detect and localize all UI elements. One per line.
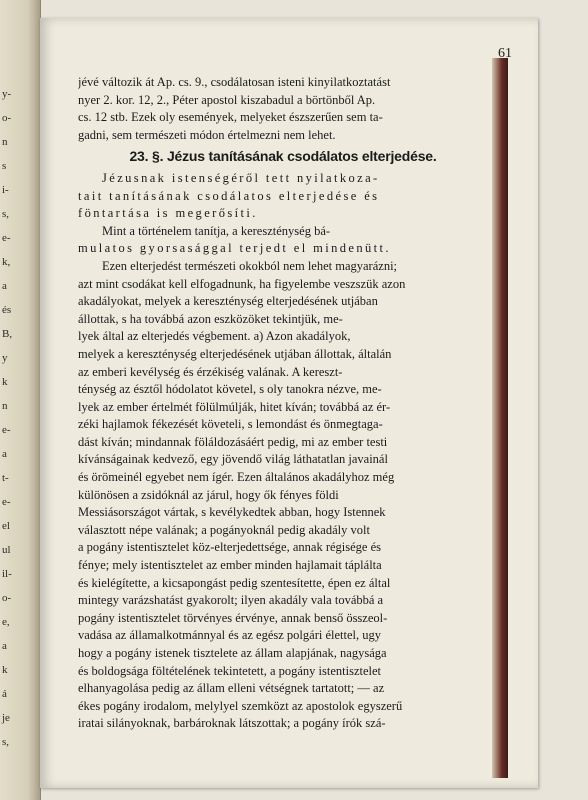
left-margin-fragment: il-	[2, 568, 12, 580]
left-margin-fragment: e-	[2, 232, 11, 244]
left-margin-fragment: a	[2, 280, 7, 292]
text-line: az emberi kevélység és érzékiség valának. A kereszt-	[78, 364, 343, 379]
text-line: és kielégítette, a kicsapongást pedig szentesítette, épen ez által	[78, 575, 391, 590]
left-margin-fragment: el	[2, 520, 10, 532]
left-margin-fragment: és	[2, 304, 12, 316]
left-margin-fragment: o-	[2, 592, 12, 604]
text-line: kívánságainak kedvező, egy jövendő világ láthatatlan javainál	[78, 452, 388, 467]
text-line: gadni, sem természeti módon értelmezni nem lehet.	[78, 127, 336, 142]
left-margin-fragment: t-	[2, 472, 9, 484]
left-margin-fragment: k	[2, 664, 8, 676]
left-page-edge	[0, 0, 41, 800]
text-line: hogy a pogány istenek tisztelete az állam alapjának, nagysága	[78, 646, 387, 660]
text-line: ékes pogány irodalom, melylyel szemközt az apostolok egyszerű	[78, 698, 403, 713]
text-line: jévé változik át Ap. cs. 9., csodálatosan isteni kinyilatkoztatást	[78, 75, 391, 89]
left-margin-fragment: a	[2, 640, 7, 652]
left-margin-fragment: á	[2, 688, 7, 700]
text-line: dást kíván; mindannak föláldozásáért pedig, mi az ember testi	[78, 434, 388, 449]
text-line: Mint a történelem tanítja, a kereszténység bá-	[102, 223, 331, 238]
text-line: választott népe valának; a pogányoknál pedig akadály volt	[78, 522, 370, 537]
text-line: iratai silányoknak, barbároknak látszottak; a pogány írók szá-	[78, 716, 386, 731]
text-line: pogány istentisztelet törvényes érvénye, annak benső összeol-	[78, 610, 388, 625]
left-margin-fragment: k	[2, 376, 8, 388]
left-margin-fragment: y-	[2, 88, 12, 100]
page-text	[78, 74, 488, 733]
text-line: különösen a zsidóknál az járul, hogy ők fényes földi	[78, 487, 339, 502]
text-line: elhanyagolása pedig az állam elleni vétségnek tartatott; — az	[78, 681, 385, 696]
text-line: föntartása is megerősíti.	[78, 206, 258, 221]
text-line: a pogány istentisztelet köz-elterjedettsége, annak régisége és	[78, 540, 381, 555]
book-page	[40, 18, 538, 788]
text-line: lyek az ember értelmét fölülmúlják, hitet kíván; továbbá az ér-	[78, 399, 391, 414]
left-margin-fragment: B,	[2, 328, 13, 340]
left-margin-fragment: e-	[2, 496, 11, 508]
text-line: zéki hajlamok fékezését követeli, s lemondást és önmegtaga-	[78, 417, 383, 432]
left-margin-fragment: s,	[2, 736, 10, 748]
text-line: és örömeinél egyebet nem ígér. Ezen általános akadályhoz még	[78, 470, 395, 485]
left-margin-fragment: ul	[2, 544, 11, 556]
page-edge	[492, 58, 508, 778]
text-line: állottak, s ha továbbá azon eszközöket tekintjük, me-	[78, 311, 343, 326]
text-line: mulatos gyorsasággal terjedt el mindenütt.	[78, 241, 391, 256]
page-number: 61	[498, 46, 512, 61]
text-line: cs. 12 stb. Ezek oly események, melyeket észszerűen sem ta-	[78, 110, 383, 125]
left-margin-fragment: a	[2, 448, 7, 460]
left-margin-fragment: y	[2, 352, 8, 364]
text-line: azt mint csodákat kell elfogadnunk, ha figyelembe veszszük azon	[78, 276, 406, 291]
text-line: lyek által az elterjedés végbement. a) Azon akadályok,	[78, 329, 351, 344]
text-line: Ezen elterjedést természeti okokból nem lehet magyarázni;	[102, 258, 398, 273]
left-margin-fragment: n	[2, 400, 8, 412]
text-line: akadályokat, melyek a kereszténység elterjedésének utjában	[78, 294, 378, 309]
text-line: mintegy varázshatást gyakorolt; ilyen akadály vala továbbá a	[78, 593, 384, 608]
left-margin-fragment: i-	[2, 184, 9, 196]
paragraph-main	[78, 170, 488, 733]
text-line: Jézusnak istenségéről tett nyilatkoza-	[102, 170, 380, 185]
paragraph-intro	[78, 74, 488, 144]
text-line: fénye; mely istentisztelet az ember minden hajlamait táplálta	[78, 558, 382, 573]
text-line: ténység az észtől hódolatot követel, s oly tanokra nézve, me-	[78, 382, 382, 397]
left-margin-fragment: s	[2, 160, 7, 172]
section-heading: 23. §. Jézus tanításának csodálatos elterjedése.	[129, 148, 437, 165]
left-margin-fragment: je	[2, 712, 10, 724]
left-margin-fragment: n	[2, 136, 8, 148]
left-margin-fragment: s,	[2, 208, 10, 220]
text-line: és boldogsága föltételének tekintetett, a pogány istentisztelet	[78, 663, 382, 678]
left-margin-fragment: e-	[2, 424, 11, 436]
text-line: melyek a kereszténység elterjedésének utjában állottak, általán	[78, 346, 392, 361]
left-margin-fragment: e,	[2, 616, 10, 628]
left-margin-fragment: o-	[2, 112, 12, 124]
text-line: Messiásországot vártak, s kevélykedtek abban, hogy Istennek	[78, 505, 386, 520]
text-line: tait tanításának csodálatos elterjedése és	[78, 188, 380, 203]
text-line: nyer 2. kor. 12, 2., Péter apostol kiszabadul a börtönből Ap.	[78, 92, 376, 107]
text-line: vadása az államalkotmánnyal és az egész polgári élettel, ugy	[78, 628, 381, 643]
left-margin-fragment: k,	[2, 256, 11, 268]
